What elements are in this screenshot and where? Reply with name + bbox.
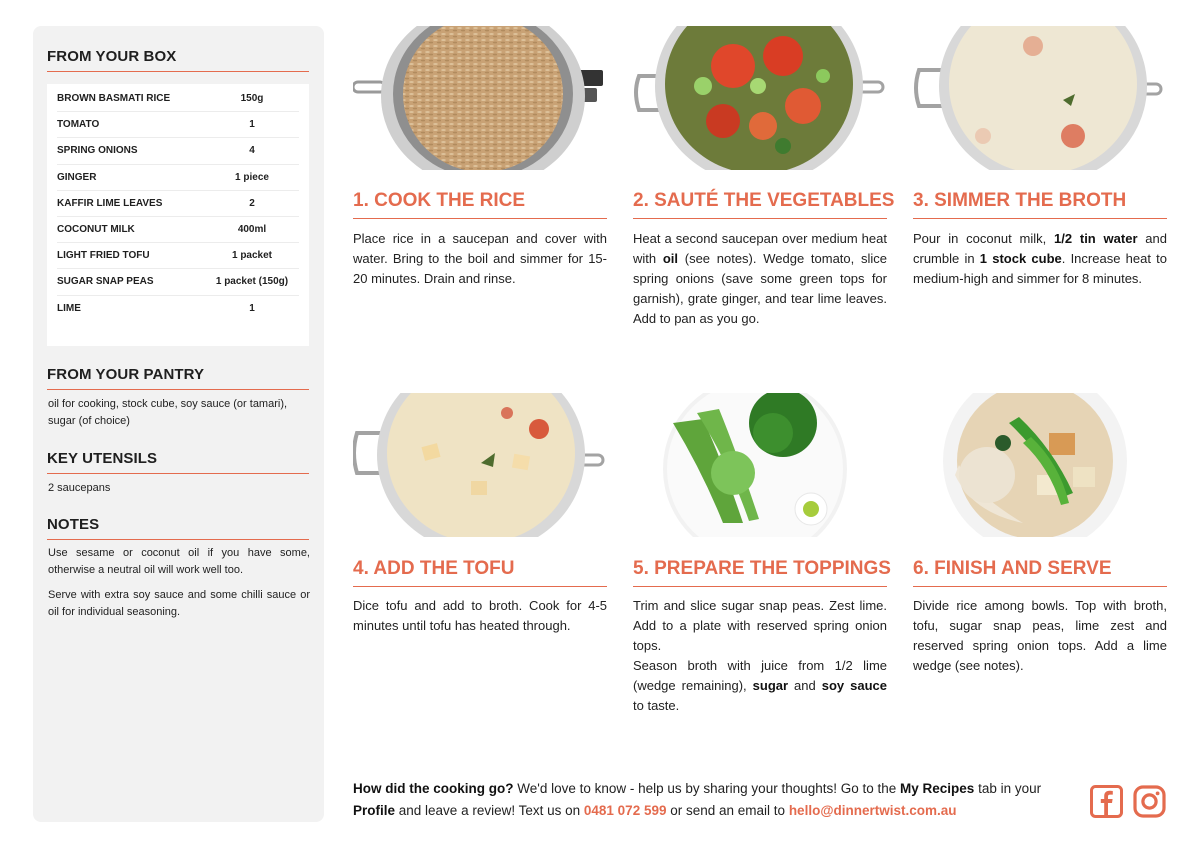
step-text: . Increase heat to medium-high and simmer for 8 minutes.: [913, 251, 1168, 286]
utensils-text: 2 saucepans: [48, 482, 111, 494]
facebook-icon[interactable]: [1090, 785, 1123, 818]
profile-link[interactable]: Profile: [353, 803, 396, 818]
box-ingredient-row: [57, 165, 299, 191]
ingredient-qty: 400ml: [237, 224, 267, 236]
step-text-bold: oil: [662, 251, 679, 266]
ingredient-qty: 1 packet (150g): [215, 276, 289, 288]
box-ingredient-row: [57, 138, 299, 164]
footer-text-1: We'd love to know - help us by sharing your thoughts! Go to the: [513, 781, 901, 796]
step-3-photo: [913, 26, 1167, 170]
from-your-pantry-heading: FROM YOUR PANTRY: [47, 366, 309, 390]
footer-question: How did the cooking go?: [353, 781, 514, 796]
step-text: Heat a second saucepan over medium heat with: [633, 231, 887, 266]
ingredient-qty: 1 piece: [235, 171, 269, 183]
footer-text-4: or send an email to: [666, 803, 789, 818]
step-text: to taste.: [633, 698, 680, 713]
my-recipes-link[interactable]: My Recipes: [900, 781, 975, 796]
box-ingredient-row: [57, 191, 299, 217]
step-4-title: 4. ADD THE TOFU: [353, 558, 607, 587]
box-ingredient-row: [57, 243, 299, 269]
notes-heading: NOTES: [47, 516, 309, 540]
box-ingredient-row: [57, 296, 299, 322]
step-1-title: 1. COOK THE RICE: [353, 190, 607, 219]
footer-text-2: tab in your: [974, 781, 1042, 796]
note-2: Serve with extra soy sauce and some chilli sauce or oil for individual seasoning.: [48, 589, 310, 618]
ingredient-name: KAFFIR LIME LEAVES: [57, 197, 163, 209]
from-your-box-heading: FROM YOUR BOX: [47, 48, 309, 72]
step-3-text: [913, 229, 1167, 289]
step-text: and crumble in: [913, 231, 1167, 266]
step-2-text: [633, 229, 887, 329]
step-4-text: [353, 596, 607, 636]
step-text: Season broth with juice from 1/2 lime (wedge remaining),: [633, 658, 887, 693]
phone-number-link[interactable]: 0481 072 599: [583, 803, 667, 818]
ingredient-name: TOMATO: [57, 119, 100, 131]
instagram-icon[interactable]: [1133, 785, 1166, 818]
feedback-footer: [353, 778, 1073, 822]
step-5-photo: [633, 393, 887, 537]
step-1-photo: [353, 26, 607, 170]
ingredient-name: SUGAR SNAP PEAS: [57, 276, 154, 288]
box-ingredient-row: [57, 217, 299, 243]
box-ingredient-row: [57, 112, 299, 138]
step-text: Dice tofu and add to broth. Cook for 4-5 minutes until tofu has heated through.: [353, 598, 607, 633]
step-text: Divide rice among bowls. Top with broth, tofu, sugar snap peas, lime zest and reserved spring onion tops. Add a lime wedge (see notes).: [913, 598, 1167, 673]
step-4-photo: [353, 393, 607, 537]
pantry-text: oil for cooking, stock cube, soy sauce (or tamari), sugar (of choice): [48, 398, 288, 427]
step-2-photo: [633, 26, 887, 170]
ingredient-qty: 1: [249, 303, 255, 315]
ingredient-name: LIGHT FRIED TOFU: [57, 250, 150, 262]
step-2-title: 2. SAUTÉ THE VEGETABLES: [633, 190, 887, 219]
step-5-text: [633, 596, 887, 716]
box-ingredient-row: [57, 269, 299, 295]
footer-text-3: and leave a review! Text us on: [395, 803, 584, 818]
key-utensils-heading: KEY UTENSILS: [47, 450, 309, 474]
step-text: (see notes). Wedge tomato, slice spring onions (save some green tops for garnish), grate ginger, and tear lime leaves. Add to pan as you go.: [633, 251, 887, 326]
step-6-photo: [913, 393, 1167, 537]
ingredient-qty: 1: [249, 119, 255, 131]
step-text: Pour in coconut milk,: [913, 231, 1054, 246]
step-6-title: 6. FINISH AND SERVE: [913, 558, 1167, 587]
step-text-bold: 1/2 tin water: [1054, 231, 1138, 246]
ingredient-name: COCONUT MILK: [57, 224, 135, 236]
step-text: Trim and slice sugar snap peas. Zest lime. Add to a plate with reserved spring onion tops.: [633, 598, 887, 653]
step-6-text: [913, 596, 1167, 676]
box-ingredient-row: [57, 86, 299, 112]
step-1-text: [353, 229, 607, 289]
box-ingredients-table: [47, 84, 309, 346]
step-3-title: 3. SIMMER THE BROTH: [913, 190, 1167, 219]
ingredient-name: GINGER: [57, 171, 97, 183]
ingredient-qty: 4: [249, 145, 255, 157]
ingredient-qty: 150g: [240, 93, 264, 105]
ingredient-name: SPRING ONIONS: [57, 145, 138, 157]
step-text-bold: sugar: [752, 678, 789, 693]
step-text-bold: soy sauce: [821, 678, 888, 693]
step-5-title: 5. PREPARE THE TOPPINGS: [633, 558, 887, 587]
step-text: and: [788, 678, 822, 693]
ingredient-qty: 2: [249, 197, 255, 209]
email-link[interactable]: hello@dinnertwist.com.au: [788, 803, 957, 818]
ingredient-qty: 1 packet: [231, 250, 273, 262]
ingredient-name: LIME: [57, 303, 81, 315]
step-text: Place rice in a saucepan and cover with water. Bring to the boil and simmer for 15-20 minutes. Drain and rinse.: [353, 231, 607, 286]
step-text-bold: 1 stock cube: [979, 251, 1062, 266]
note-1: Use sesame or coconut oil if you have some, otherwise a neutral oil will work well too.: [48, 547, 310, 576]
ingredients-sidebar: [33, 26, 324, 822]
ingredient-name: BROWN BASMATI RICE: [57, 93, 171, 105]
